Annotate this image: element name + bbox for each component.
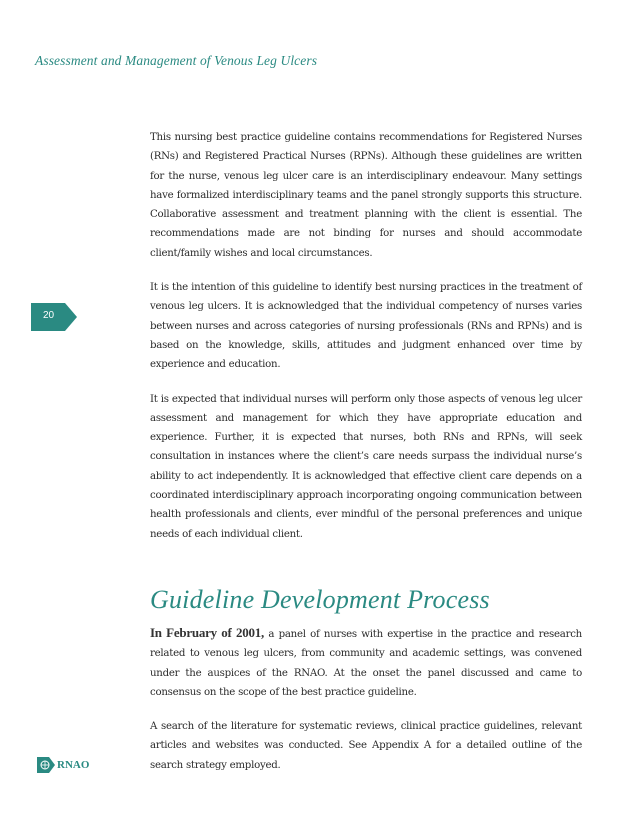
main-content — [150, 128, 582, 790]
rnao-logo-text: RNAO — [57, 759, 90, 771]
section-heading: Guideline Development Process — [150, 584, 490, 614]
section-paragraph-1 — [150, 623, 582, 702]
page-number-tab — [31, 303, 77, 331]
intro-paragraph-3: It is expected that individual nurses will perform only those aspects of venous leg ulcer assessment and management for which they have appropriate education and experience. Further, it is expected that nurses, both RNs and RPNs, will seek consultation in instances where the client’s care needs surpass the individual nurse’s ability to act independently. It is acknowledged that effective client care depends on a coordinated interdisciplinary approach incorporating ongoing communication between health professionals and clients, ever mindful of the personal preferences and unique needs of each individual client. — [150, 393, 582, 540]
running-header: Assessment and Management of Venous Leg Ulcers — [35, 53, 318, 68]
intro-paragraph-2: It is the intention of this guideline to identify best nursing practices in the treatment of venous leg ulcers. It is acknowledged that the individual competency of nurses varies between nurses and across categories of nursing professionals (RNs and RPNs) and is based on the knowledge, skills, attitudes and judgment enhanced over time by experience and education. — [150, 282, 582, 371]
rnao-logo-icon — [37, 757, 55, 773]
section-paragraph-2: A search of the literature for systematic reviews, clinical practice guidelines, relevant articles and websites was conducted. See Appendix A for a detailed outline of the search strategy employed. — [150, 721, 582, 771]
page-number: 20 — [43, 310, 55, 321]
rnao-logo — [37, 757, 89, 773]
intro-paragraph-1: This nursing best practice guideline contains recommendations for Registered Nurses (RNs) and Registered Practical Nurses (RPNs). Although these guidelines are written for the nurse, venous leg ulcer care is an interdisciplinary endeavour. Many settings have formalized interdisciplinary teams and the panel strongly supports this structure. Collaborative assessment and treatment planning with the client is essential. The recommendations made are not binding for nurses and should accommodate client/family wishes and local circumstances. — [150, 132, 582, 259]
section-lead-in: In February of 2001, — [150, 624, 264, 640]
section-paragraph-1-text: a panel of nurses with expertise in the practice and research related to venous leg ulcers, from community and academic settings, was convened under the auspices of the RNAO. At the onset the panel discussed and came to consensus on the scope of the best practice guideline. — [150, 628, 582, 698]
